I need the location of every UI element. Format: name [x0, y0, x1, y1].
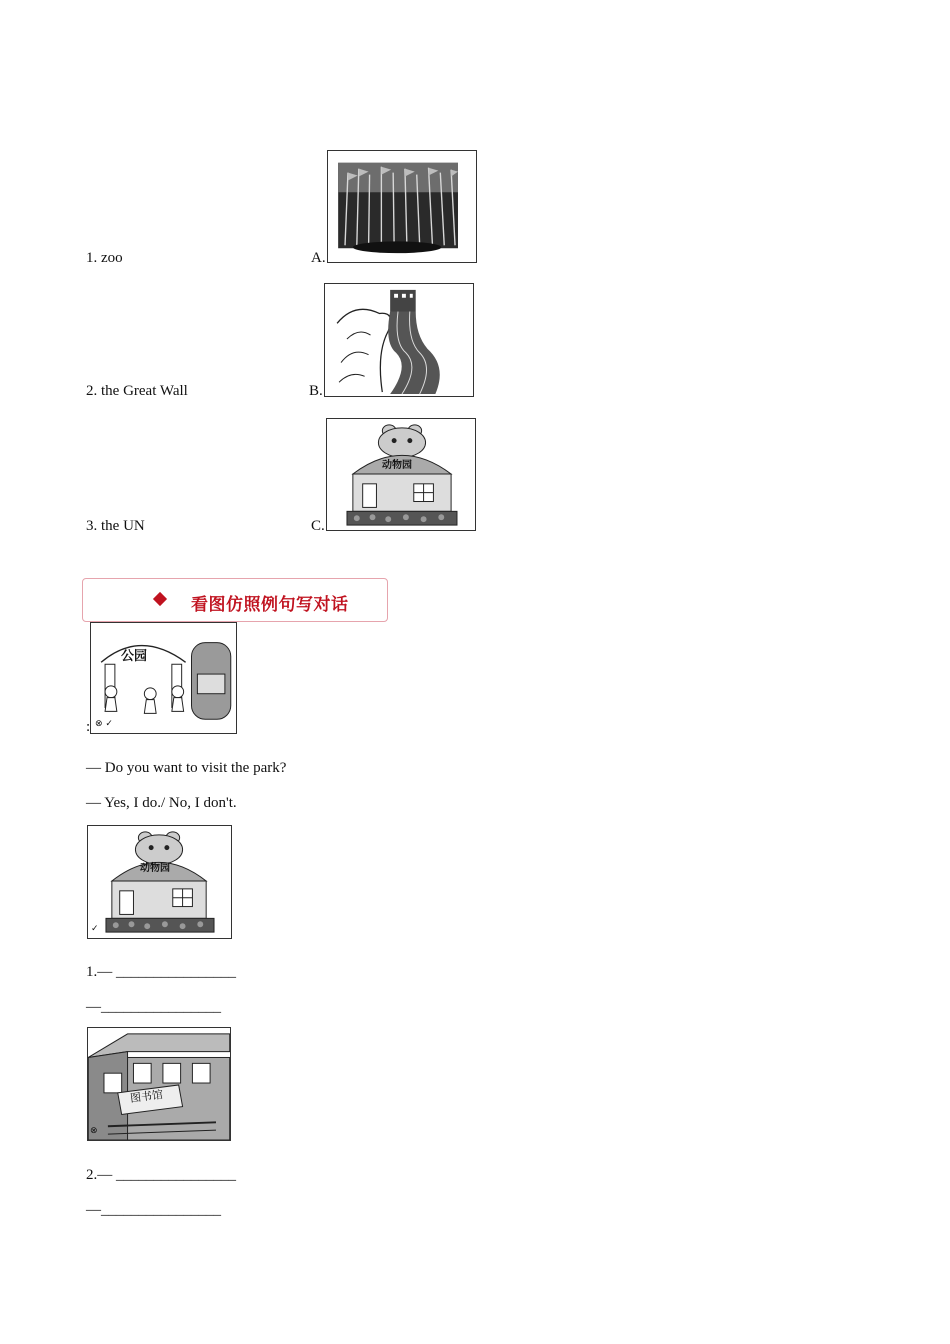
- match-option-a-letter: A.: [311, 250, 326, 266]
- exercise-2-question-blank[interactable]: 2.— ________________: [86, 1167, 236, 1183]
- match-item-3-text: 3. the UN: [86, 518, 145, 534]
- example-prefix: :: [86, 719, 91, 735]
- exercise-2-answer-blank[interactable]: —________________: [86, 1202, 221, 1218]
- park-gate-icon: [91, 623, 236, 733]
- zoo-building-icon: [327, 419, 475, 530]
- zoo-picture: [326, 418, 476, 531]
- match-item-2-text: 2. the Great Wall: [86, 383, 188, 399]
- match-option-b-letter: B.: [309, 383, 323, 399]
- exercise-1-mark: ✓: [91, 924, 99, 934]
- exercise-1-picture: [87, 825, 232, 939]
- example-marks: ⊗ ✓: [95, 719, 113, 729]
- flags-picture: [327, 150, 477, 263]
- park-sign: 公园: [121, 649, 148, 664]
- park-picture: [90, 622, 237, 734]
- example-question: — Do you want to visit the park?: [86, 760, 287, 776]
- section-banner: [82, 578, 388, 622]
- diamond-icon: [153, 592, 167, 606]
- exercise-1-question-blank[interactable]: 1.— ________________: [86, 964, 236, 980]
- match-option-c-letter: C.: [311, 518, 325, 534]
- great-wall-icon: [325, 284, 473, 396]
- example-answer: — Yes, I do./ No, I don't.: [86, 795, 237, 811]
- exercise-1-sign: 动物园: [140, 863, 170, 874]
- great-wall-picture: [324, 283, 474, 397]
- section-title: 看图仿照例句写对话: [191, 595, 349, 615]
- exercise-2-sign: 图书馆: [129, 1088, 164, 1105]
- match-item-1-text: 1. zoo: [86, 250, 123, 266]
- exercise-2-mark: ⊗: [90, 1126, 98, 1136]
- zoo-sign: 动物园: [382, 460, 412, 471]
- exercise-1-answer-blank[interactable]: —________________: [86, 999, 221, 1015]
- exercise-2-picture: [87, 1027, 231, 1141]
- library-building-icon: [88, 1028, 230, 1140]
- flags-icon: [328, 151, 476, 262]
- zoo-building-icon: [88, 826, 231, 938]
